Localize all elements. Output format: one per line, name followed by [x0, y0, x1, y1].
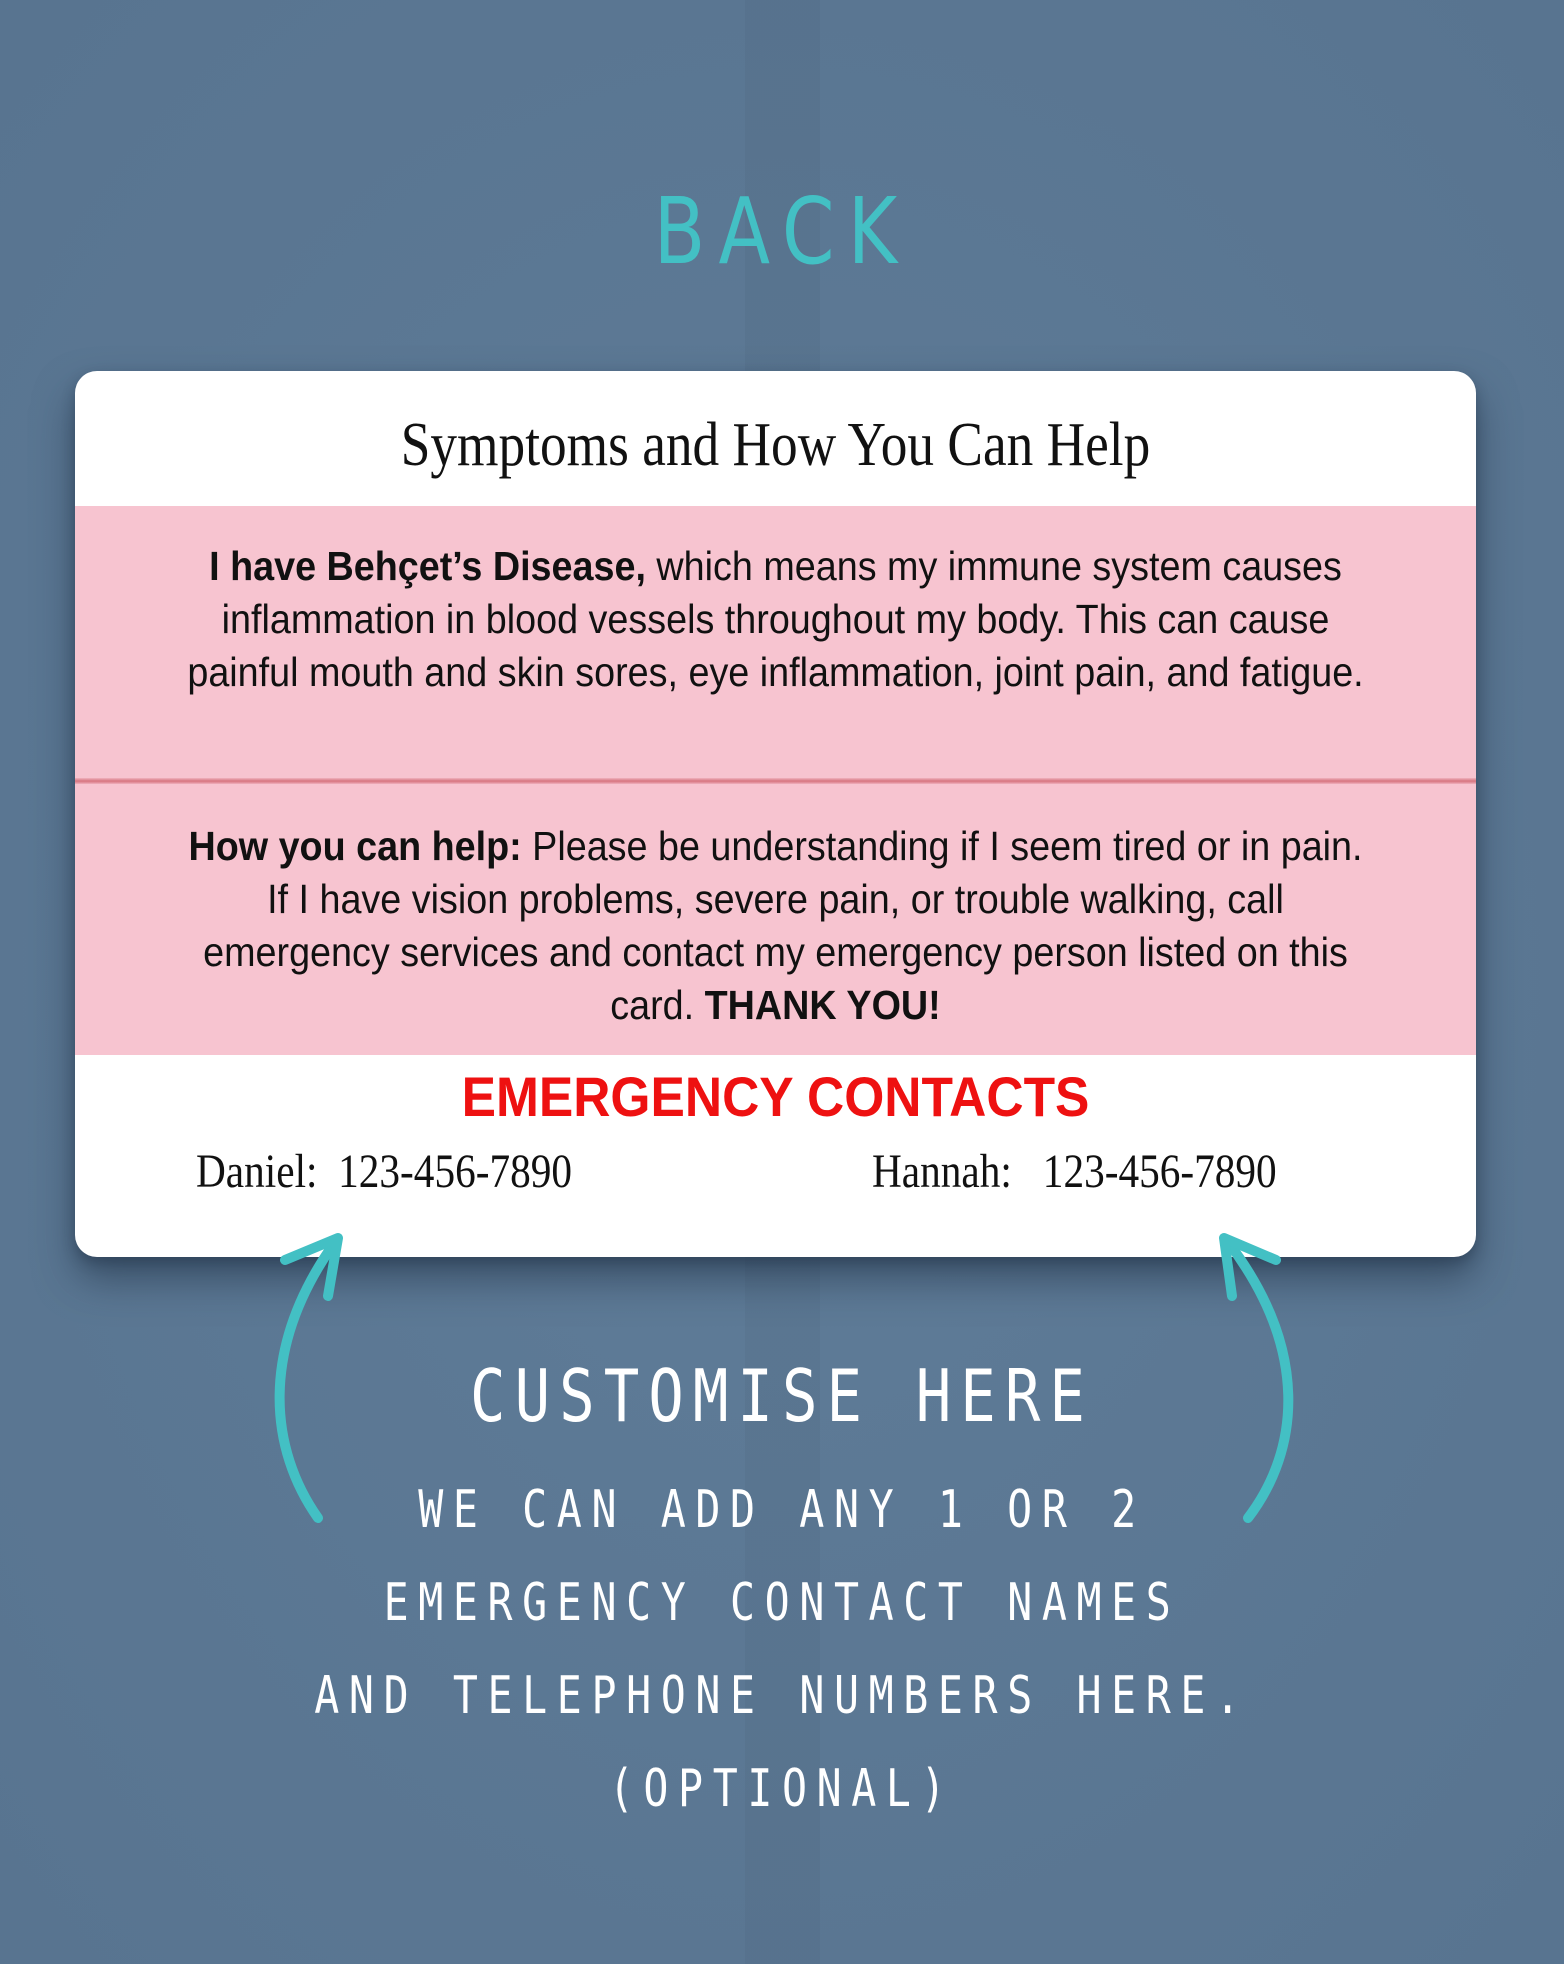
emergency-contacts-title: EMERGENCY CONTACTS	[461, 1065, 1090, 1128]
condition-bold: I have Behçet’s Disease,	[209, 543, 646, 589]
help-bold: How you can help:	[188, 823, 522, 869]
customise-line-2: EMERGENCY CONTACT NAMES	[383, 1573, 1181, 1633]
customise-line-4: (OPTIONAL)	[608, 1759, 956, 1819]
medical-card-back	[75, 371, 1476, 1257]
contact-2: Hannah: 123-456-7890	[872, 1145, 1277, 1198]
customise-line-1: WE CAN ADD ANY 1 OR 2	[418, 1480, 1146, 1540]
card-title: Symptoms and How You Can Help	[400, 411, 1151, 479]
condition-body: which means my immune system causes inflammation in blood vessels throughout my body. This can cause painful mouth and skin sores, eye inflammation, joint pain, and fatigue.	[187, 543, 1364, 695]
customise-line-3: AND TELEPHONE NUMBERS HERE.	[314, 1666, 1250, 1726]
condition-section	[75, 506, 1476, 778]
help-text	[186, 820, 1365, 1032]
help-body: Please be understanding if I seem tired or in pain. If I have vision problems, severe pain, or trouble walking, call emergency services and contact my emergency person listed on this card.	[203, 823, 1363, 1028]
contact-1: Daniel: 123-456-7890	[196, 1145, 573, 1198]
help-section	[75, 784, 1476, 1055]
customise-title: CUSTOMISE HERE	[470, 1354, 1094, 1438]
back-heading: BACK	[653, 178, 911, 285]
thank-you: THANK YOU!	[704, 982, 941, 1028]
condition-text	[186, 540, 1365, 699]
